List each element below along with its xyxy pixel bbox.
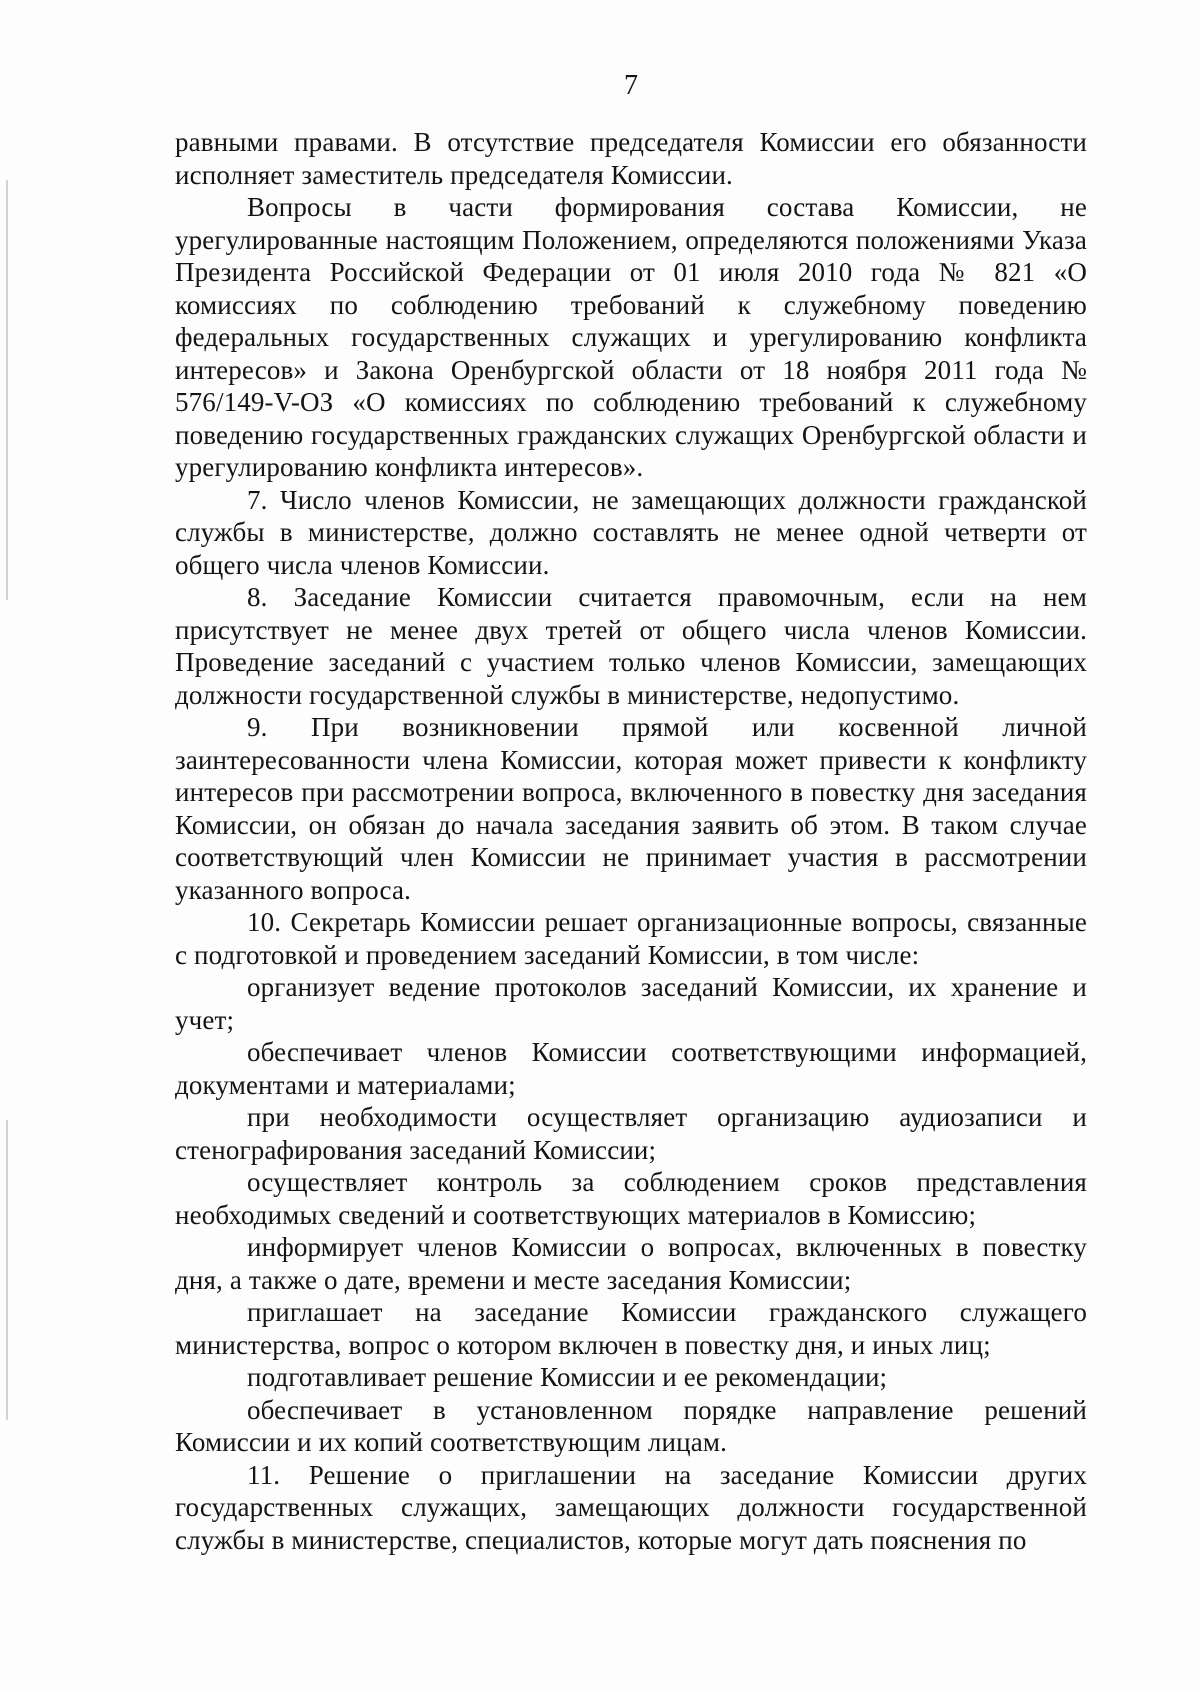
paragraph-secretary-duty: обеспечивает членов Комиссии соответствующими информацией, документами и материалами; [175, 1037, 1087, 1100]
paragraph-continuation: равными правами. В отсутствие председателя Комиссии его обязанности исполняет заместитель председателя Комиссии. [175, 127, 1087, 190]
paragraph-secretary-duty: осуществляет контроль за соблюдением сроков представления необходимых сведений и соответствующих материалов в Комиссию; [175, 1167, 1087, 1230]
paragraph-item-11: 11. Решение о приглашении на заседание Комиссии других государственных служащих, замещающих должности государственной службы в министерстве, специалистов, которые могут дать пояснения по [175, 1459, 1087, 1555]
paragraph-secretary-duty: приглашает на заседание Комиссии гражданского служащего министерства, вопрос о котором включен в повестку дня, и иных лиц; [175, 1297, 1087, 1360]
paragraph-secretary-duty: при необходимости осуществляет организацию аудиозаписи и стенографирования заседаний Комиссии; [175, 1102, 1087, 1165]
paragraph-item-7: 7. Число членов Комиссии, не замещающих должности гражданской службы в министерстве, должно составлять не менее одной четверти от общего числа членов Комиссии. [175, 484, 1087, 580]
page-number: 7 [624, 70, 638, 101]
paragraph-composition-questions: Вопросы в части формирования состава Комиссии, не урегулированные настоящим Положением, определяются положениями Указа Президента Российской Федерации от 01 июля 2010 года № 821 «О комиссиях по соблюдению требований к служебному поведению федеральных государственных служащих и урегулированию конфликта интересов» и Закона Оренбургской области от 18 ноября 2011 года № 576/149-V-ОЗ «О комиссиях по соблюдению требований к служебному поведению государственных гражданских служащих Оренбургской области и урегулированию конфликта интересов». [175, 192, 1087, 482]
paragraph-secretary-duty: обеспечивает в установленном порядке направление решений Комиссии и их копий соответствующим лицам. [175, 1394, 1087, 1457]
paragraph-secretary-duty: организует ведение протоколов заседаний Комиссии, их хранение и учет; [175, 972, 1087, 1035]
paragraph-secretary-duty: подготавливает решение Комиссии и ее рекомендации; [247, 1362, 888, 1392]
paragraph-secretary-duty: информирует членов Комиссии о вопросах, включенных в повестку дня, а также о дате, времени и месте заседания Комиссии; [175, 1232, 1087, 1295]
paragraph-item-10: 10. Секретарь Комиссии решает организационные вопросы, связанные с подготовкой и проведением заседаний Комиссии, в том числе: [175, 907, 1087, 970]
scan-edge-mark [6, 1120, 8, 1420]
paragraph-item-8: 8. Заседание Комиссии считается правомочным, если на нем присутствует не менее двух третей от общего числа членов Комиссии. Проведение заседаний с участием только членов Комиссии, замещающих должности государственной службы в министерстве, недопустимо. [175, 582, 1087, 710]
paragraph-item-9: 9. При возникновении прямой или косвенной личной заинтересованности члена Комиссии, которая может привести к конфликту интересов при рассмотрении вопроса, включенного в повестку дня заседания Комиссии, он обязан до начала заседания заявить об этом. В таком случае соответствующий член Комиссии не принимает участия в рассмотрении указанного вопроса. [175, 712, 1087, 905]
document-body [175, 126, 1087, 1556]
scan-edge-mark [6, 180, 8, 600]
